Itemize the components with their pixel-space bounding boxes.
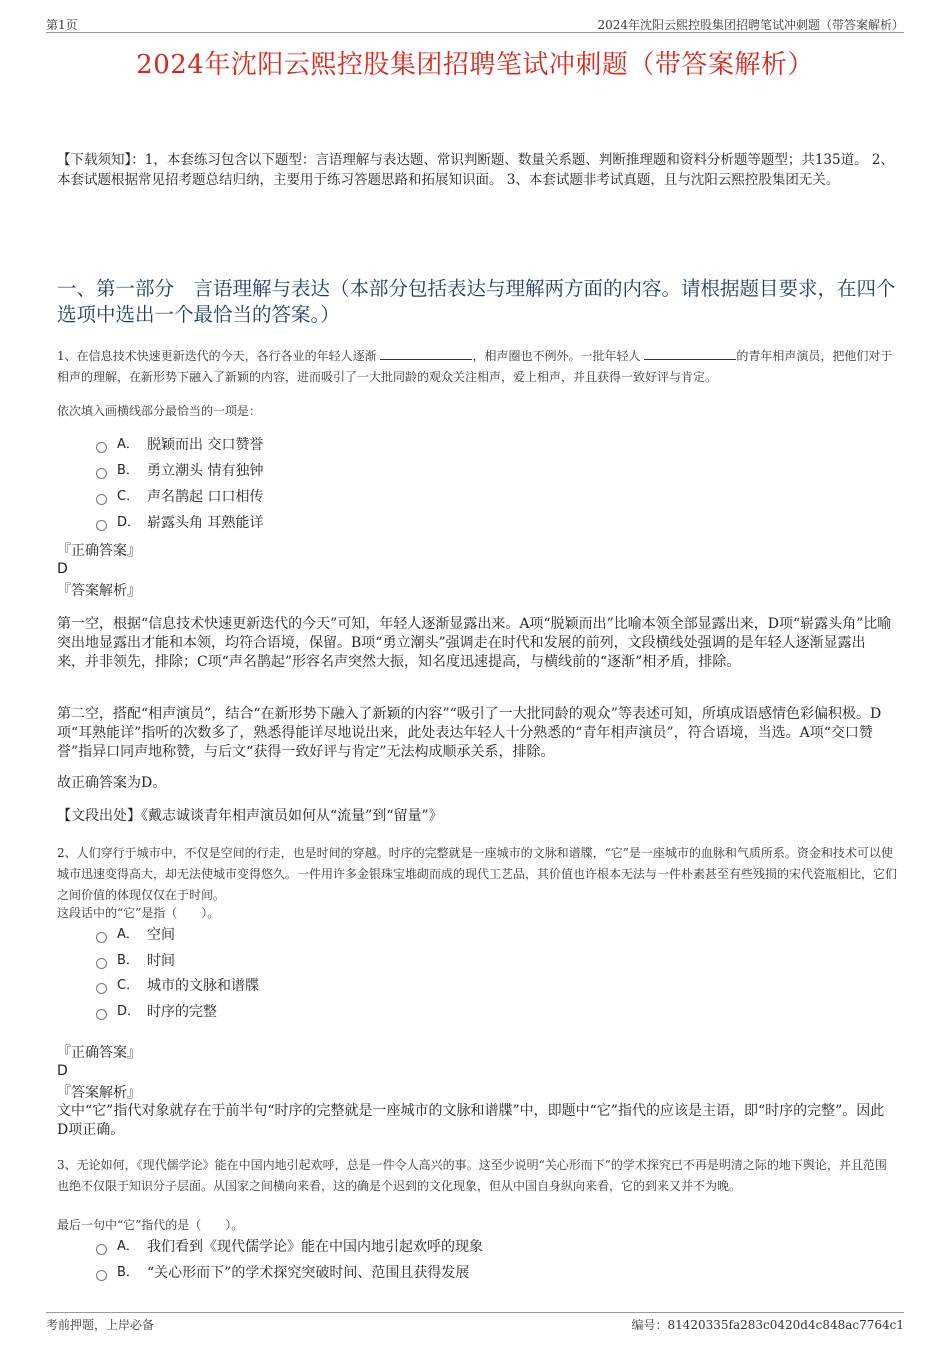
radio-icon[interactable] <box>96 494 107 505</box>
q1-analysis-2: 第二空，搭配“相声演员”，结合“在新形势下融入了新颖的内容”“吸引了一大批同龄的观众”等表述可知，所填成语感情色彩偏积极。D项“耳熟能详”指听的次数多了，熟悉得能详尽地说出来，此处表达年轻人十分熟悉的“青年相声演员”，符合语境，当选。A项“交口赞誉”指异口同声地称赞，与后文“获得一致好评与肯定”无法构成顺承关系，排除。 <box>57 706 882 760</box>
q1-option-c[interactable]: C． 声名鹊起 口口相传 <box>96 486 263 508</box>
footer-slogan: 考前押题，上岸必备 <box>46 1318 155 1332</box>
radio-icon[interactable] <box>96 1009 107 1020</box>
q2-answer: D <box>57 1063 68 1079</box>
question-3-prompt: 最后一句中“它”指代的是（ ）。 <box>57 1218 244 1232</box>
q2-analysis: 文中“它”指代对象就存在于前半句“时序的完整就是一座城市的文脉和谱牒”中，即题中“它”指代的应该是主语，即“时序的完整”。因此D项正确。 <box>57 1103 885 1138</box>
page-footer <box>46 1312 904 1333</box>
document-title: 2024年沈阳云熙控股集团招聘笔试冲刺题（带答案解析） <box>136 50 814 80</box>
q2-analysis-label: 『答案解析』 <box>57 1085 141 1101</box>
footer-doc-id: 编号：81420335fa283c0420d4c848ac7764c1 <box>631 1318 904 1332</box>
question-3-stem: 3、无论如何，《现代儒学论》能在中国内地引起欢呼，总是一件令人高兴的事。这至少说明“关心形而下”的学术探究已不再是明清之际的地下舆论，并且范围也绝不仅限于知识分子层面。从国家之间横向来看，这的确是个迟到的文化现象，但从中国自身纵向来看，它的到来又并不为晚。 <box>57 1158 887 1193</box>
q1-answer: D <box>57 561 68 577</box>
header-doc-title: 2024年沈阳云熙控股集团招聘笔试冲刺题（带答案解析） <box>597 18 904 32</box>
q2-option-c[interactable]: C． 城市的文脉和谱牒 <box>96 975 259 997</box>
question-1-stem: 1、在信息技术快速更新迭代的今天，各行各业的年轻人逐渐 ，相声圈也不例外。一批年轻人 的青年相声演员，把他们对于相声的理解，在新形势下融入了新颖的内容，进而吸引了一大批同龄的观众关注相声，爱上相声，并且获得一致好评与肯定。 <box>57 349 893 384</box>
fill-blank-2 <box>644 347 736 360</box>
question-2-stem: 2、人们穿行于城市中，不仅是空间的行走，也是时间的穿越。时序的完整就是一座城市的文脉和谱牒，“它”是一座城市的血脉和气质所系。资金和技术可以使城市迅速变得高大，却无法使城市变得悠久。一件用许多金银珠宝堆砌而成的现代工艺品，其价值也许根本无法与一件朴素甚至有些残损的宋代瓷瓶相比，它们之间价值的体现仅仅在于时间。 <box>57 846 898 902</box>
q1-source: 【文段出处】《戴志诚谈青年相声演员如何从“流量”到“留量”》 <box>57 808 443 824</box>
radio-icon[interactable] <box>96 932 107 943</box>
page-header <box>46 14 904 33</box>
question-1-prompt: 依次填入画横线部分最恰当的一项是： <box>57 404 262 418</box>
section-title: 一、第一部分 言语理解与表达（本部分包括表达与理解两方面的内容。请根据题目要求，在四个选项中选出一个最恰当的答案。） <box>57 277 896 326</box>
download-notice: 【下载须知】：1，本套练习包含以下题型：言语理解与表达题、常识判断题、数量关系题、判断推理题和资料分析题等题型；共135道。 2、本套试题根据常见招考题总结归纳，主要用于练习答题思路和拓展知识面。 3、本套试题非考试真题，且与沈阳云熙控股集团无关。 <box>57 152 894 188</box>
q1-analysis-label: 『答案解析』 <box>57 583 141 599</box>
q2-option-d[interactable]: D． 时序的完整 <box>96 1001 217 1023</box>
fill-blank-1 <box>380 347 472 360</box>
page-number: 第1页 <box>46 18 78 32</box>
q2-answer-label: 『正确答案』 <box>57 1045 141 1061</box>
q1-option-d[interactable]: D． 崭露头角 耳熟能详 <box>96 512 263 534</box>
radio-icon[interactable] <box>96 958 107 969</box>
q3-option-a[interactable]: A． 我们看到《现代儒学论》能在中国内地引起欢呼的现象 <box>96 1236 483 1258</box>
radio-icon[interactable] <box>96 1270 107 1281</box>
q2-option-a[interactable]: A． 空间 <box>96 924 175 946</box>
radio-icon[interactable] <box>96 520 107 531</box>
q3-option-b[interactable]: B． “关心形而下”的学术探究突破时间、范围且获得发展 <box>96 1262 469 1284</box>
q1-option-b[interactable]: B． 勇立潮头 情有独钟 <box>96 460 263 482</box>
question-2-prompt: 这段话中的“它”是指（ ）。 <box>57 906 220 920</box>
radio-icon[interactable] <box>96 468 107 479</box>
radio-icon[interactable] <box>96 1244 107 1255</box>
radio-icon[interactable] <box>96 983 107 994</box>
radio-icon[interactable] <box>96 442 107 453</box>
q1-analysis-1: 第一空，根据“信息技术快速更新迭代的今天”可知，年轻人逐渐显露出来。A项“脱颖而出”比喻本领全部显露出来，D项“崭露头角”比喻突出地显露出才能和本领，均符合语境，保留。B项“勇立潮头”强调走在时代和发展的前列，文段横线处强调的是年轻人逐渐显露出来，并非领先，排除；C项“声名鹊起”形容名声突然大振，知名度迅速提高，与横线前的“逐渐”相矛盾，排除。 <box>57 616 892 670</box>
q1-conclusion: 故正确答案为D。 <box>57 775 167 791</box>
q1-answer-label: 『正确答案』 <box>57 543 141 559</box>
q2-option-b[interactable]: B． 时间 <box>96 950 175 972</box>
q1-option-a[interactable]: A． 脱颖而出 交口赞誉 <box>96 434 263 456</box>
